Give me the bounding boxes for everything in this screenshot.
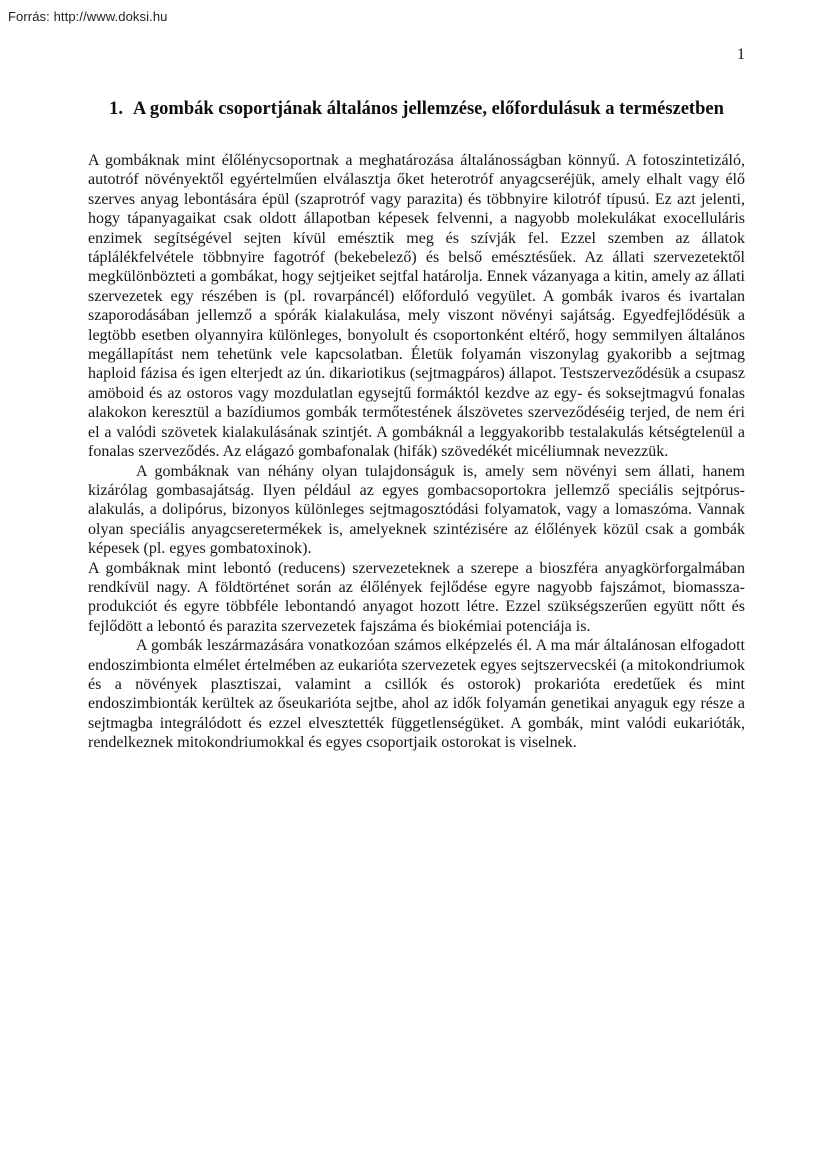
document-title (96, 96, 738, 123)
paragraph-4: A gombák leszármazására vonatkozóan számos elképzelés él. A ma már általánosan elfogadott endoszimbionta elmélet értelmében az eukarióta szervezetek egyes sejtszervecskéi (a mitokondriumok és a növények plasztiszai, valamint a csillók és ostorok) prokarióta eredetűek és mint endoszimbionták kerültek az őseukarióta sejtbe, ahol az idők folyamán genetikai anyaguk egy része a sejtmagba integrálódott és ezzel elvesztették függetlenségüket. A gombák, mint valódi eukarióták, rendelkeznek mitokondriumokkal és egyes csoportjaik ostorokat is viselnek. (88, 637, 745, 752)
paragraph-2: A gombáknak van néhány olyan tulajdonságuk is, amely sem növényi sem állati, hanem kizárólag gombasajátság. Ilyen például az egyes gombacsoportokra jellemző speciális sejtpórus-alakulás, a dolipórus, bizonyos különleges sejtmagosztódási folyamatok, vagy a lomaszóma. Vannak olyan speciális anyagcseretermékek is, amelyeknek szintézisére az élőlények közül csak a gombák képesek (pl. egyes gombatoxinok). (88, 462, 745, 558)
document-body (88, 151, 745, 753)
source-watermark: Forrás: http://www.doksi.hu (8, 9, 168, 24)
paragraph-3: A gombáknak mint lebontó (reducens) szervezeteknek a szerepe a bioszféra anyagkörforgalmában rendkívül nagy. A földtörténet során az élőlények fejlődése egyre nagyobb fajszámot, biomassza-produkciót és egyre többféle lebontandó anyagot hozott létre. Ezzel szükségszerűen együtt nőtt és fejlődött a lebontó és parazita szervezetek fajszáma és biokémiai potenciája is. (88, 559, 745, 635)
document-content (88, 0, 745, 753)
page-number: 1 (737, 46, 745, 63)
document-title-number: 1. (109, 99, 123, 119)
document-title-text: A gombák csoportjának általános jellemzése, előfordulásuk a természetben (132, 99, 724, 119)
paragraph-1: A gombáknak mint élőlénycsoportnak a meghatározása általánosságban könnyű. A fotoszintetizáló, autotróf növényektől egyértelműen elválasztja őket heterotróf anyagcseréjük, amely elhalt vagy élő szerves anyag lebontására épül (szaprotróf vagy parazita) és többnyire kilotróf típusú. Ez azt jelenti, hogy tápanyagaikat csak oldott állapotban képesek felvenni, a nagyobb molekulákat exocelluláris enzimek segítségével sejten kívül emésztik meg és szívják fel. Ezzel szemben az állatok táplálékfelvétele többnyire fagotróf (bekebelező) és belső emésztésűek. Az állati szervezetektől megkülönbözteti a gombákat, hogy sejtjeiket sejtfal határolja. Ennek vázanyaga a kitin, amely az állati szervezetek egy részében is (pl. rovarpáncél) előforduló vegyület. A gombák ivaros és ivartalan szaporodásában jellemző a spórák kialakulása, mely viszont növényi sajátság. Egyedfejlődésük a legtöbb esetben olyannyira különleges, bonyolult és csoportonként eltérő, hogy semmilyen általános megállapítást nem tehetünk vele kapcsolatban. Életük folyamán viszonylag gyakoribb a sejtmag haploid fázisa és igen elterjedt az ún. dikariotikus (sejtmagpáros) állapot. Testszerveződésük a csupasz amöboid és az ostoros vagy mozdulatlan egysejtű formáktól kezdve az egy- és soksejtmagvú fonalas alakokon keresztül a bazídiumos gombák termőtestének álszövetes szerveződéséig terjed, de nem éri el a valódi szövetek kialakulásának szintjét. A gombáknál a leggyakoribb testalakulás kétségtelenül a fonalas szerveződés. Az elágazó gombafonalak (hifák) szövedékét micéliumnak nevezzük. (88, 152, 745, 461)
